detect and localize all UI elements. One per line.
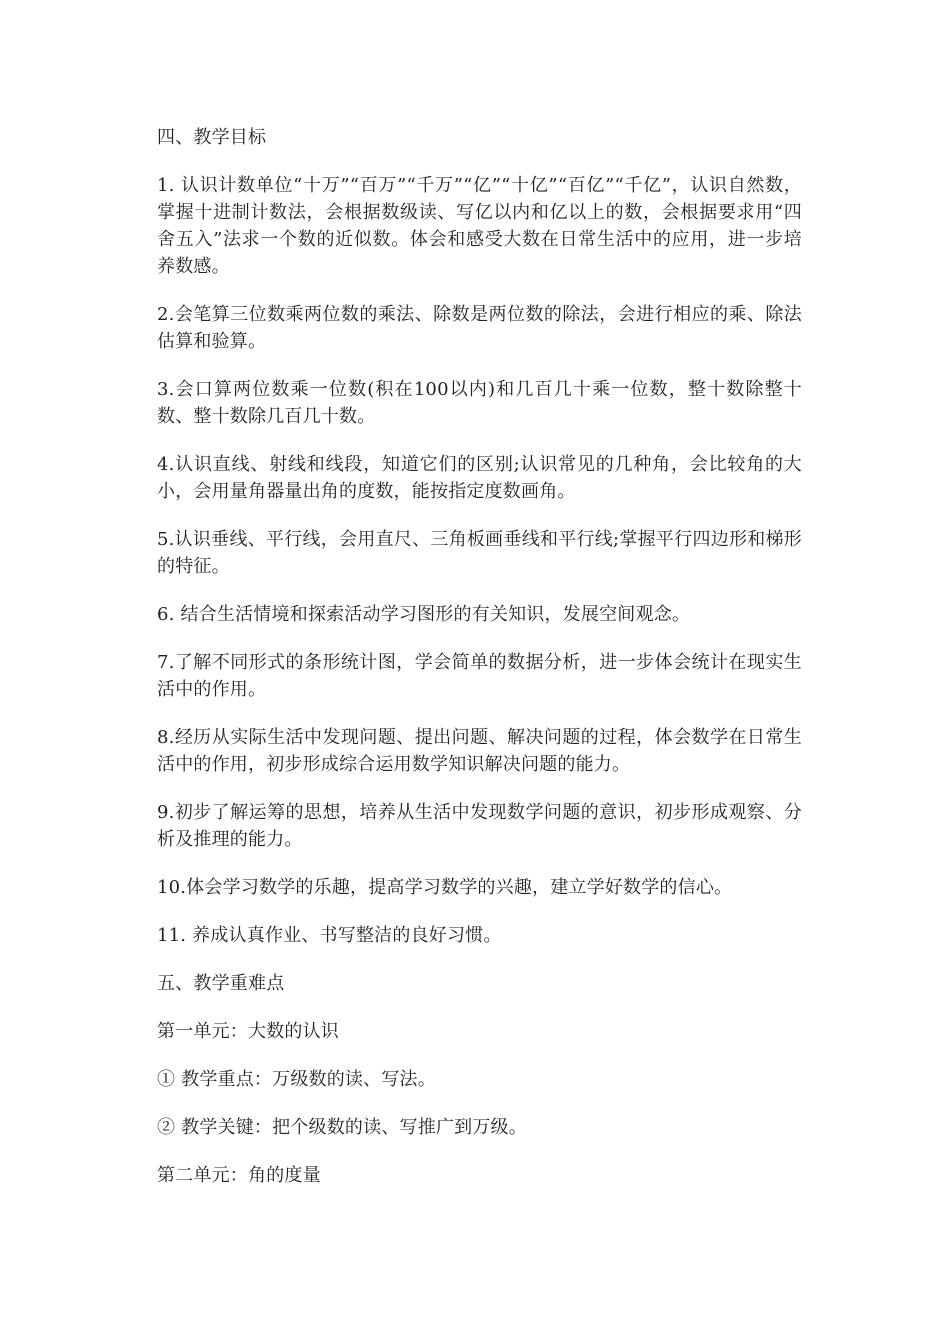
goal-item-7: 7.了解不同形式的条形统计图，学会简单的数据分析，进一步体会统计在现实生活中的作用。 bbox=[157, 652, 802, 700]
goal-item-8: 8.经历从实际生活中发现问题、提出问题、解决问题的过程，体会数学在日常生活中的作用，初步形成综合运用数学知识解决问题的能力。 bbox=[157, 727, 802, 775]
unit-1-key-step: ② 教学关键：把个级数的读、写推广到万级。 bbox=[157, 1117, 527, 1138]
unit-1-title: 第一单元：大数的认识 bbox=[157, 1021, 339, 1042]
goal-item-3: 3.会口算两位数乘一位数(积在100以内)和几百几十乘一位数，整十数除整十数、整十数除几百几十数。 bbox=[157, 379, 802, 427]
unit-1-key-point: ① 教学重点：万级数的读、写法。 bbox=[157, 1069, 436, 1090]
section-heading-key-points: 五、教学重难点 bbox=[157, 973, 285, 994]
goal-item-1: 1. 认识计数单位“十万”“百万”“千万”“亿”“十亿”“百亿”“千亿”，认识自然数，掌握十进制计数法，会根据数级读、写亿以内和亿以上的数，会根据要求用“四舍五入”法求一个数的近似数。体会和感受大数在日常生活中的应用，进一步培养数感。 bbox=[157, 175, 802, 277]
unit-2-title: 第二单元：角的度量 bbox=[157, 1165, 321, 1186]
goal-item-11: 11. 养成认真作业、书写整洁的良好习惯。 bbox=[157, 925, 502, 946]
section-heading-teaching-goals: 四、教学目标 bbox=[157, 127, 267, 148]
goal-item-6: 6. 结合生活情境和探索活动学习图形的有关知识，发展空间观念。 bbox=[157, 604, 691, 625]
goal-item-10: 10.体会学习数学的乐趣，提高学习数学的兴趣，建立学好数学的信心。 bbox=[157, 877, 733, 898]
goal-item-5: 5.认识垂线、平行线，会用直尺、三角板画垂线和平行线;掌握平行四边形和梯形的特征。 bbox=[157, 529, 802, 577]
goal-item-9: 9.初步了解运筹的思想，培养从生活中发现数学问题的意识，初步形成观察、分析及推理的能力。 bbox=[157, 802, 802, 850]
goal-item-4: 4.认识直线、射线和线段，知道它们的区别;认识常见的几种角，会比较角的大小，会用量角器量出角的度数，能按指定度数画角。 bbox=[157, 454, 802, 502]
goal-item-2: 2.会笔算三位数乘两位数的乘法、除数是两位数的除法，会进行相应的乘、除法估算和验算。 bbox=[157, 304, 802, 352]
document-body bbox=[157, 124, 802, 1210]
